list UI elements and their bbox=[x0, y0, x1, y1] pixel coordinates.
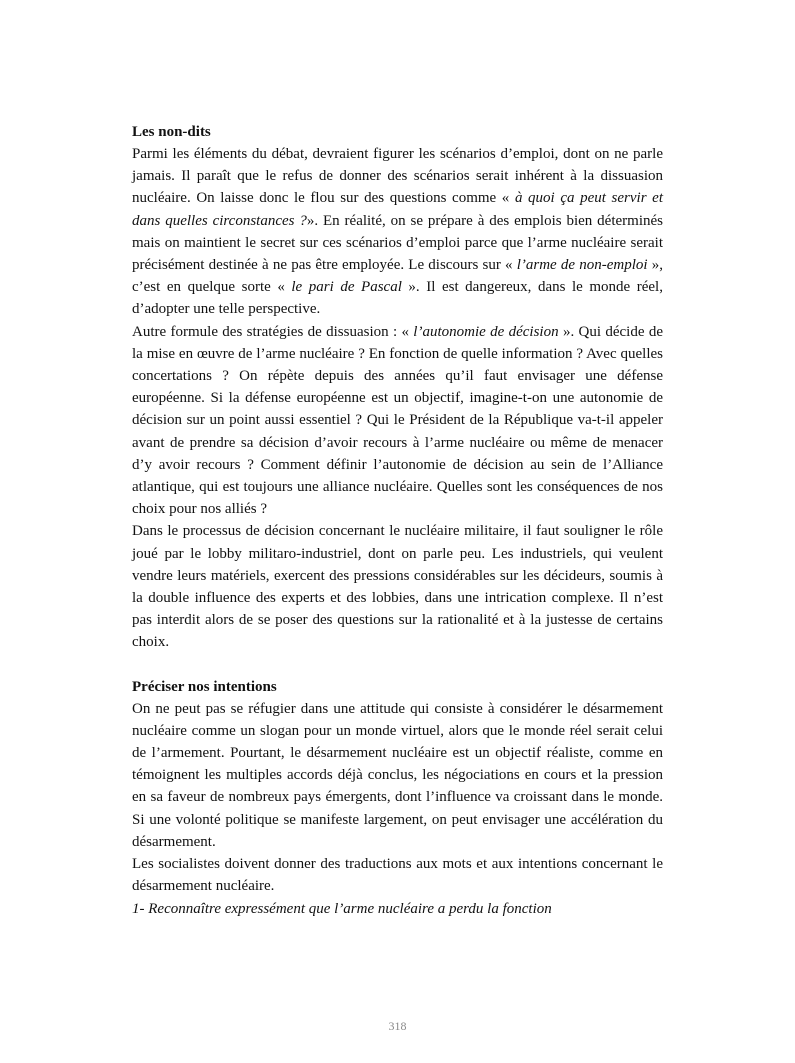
text-run: 1- Reconnaître expressément que l’arme nucléaire a perdu la fonction bbox=[132, 900, 552, 917]
paragraph-scenarios bbox=[132, 143, 663, 321]
section-heading-intentions: Préciser nos intentions bbox=[132, 678, 277, 695]
text-run: On ne peut pas se réfugier dans une attitude qui consiste à considérer le désarmement nucléaire comme un slogan pour un monde virtuel, alors que le monde réel serait celui de l’armement. Pourtant, le désarmement nucléaire est un objectif réaliste, comme en témoignent les multiples accords déjà conclus, les négociations en cours et la pression en sa faveur de nombreux pays émergents, dont l’influence va croissant dans le monde. Si une volonté politique se manifeste largement, on peut envisager une accélération du désarmement. bbox=[132, 700, 663, 850]
paragraph-socialistes bbox=[132, 853, 663, 897]
text-run: ». En réalité, on se prépare à des emplois bien déterminés mais on maintient le secret sur ces scénarios d’emploi parce que l’arme nucléaire serait précisément destinée à ne pas être employée. Le discours sur « bbox=[132, 212, 663, 274]
text-run: Les socialistes doivent donner des traductions aux mots et aux intentions concernant le désarmement nucléaire. bbox=[132, 856, 663, 895]
text-run: Dans le processus de décision concernant le nucléaire militaire, il faut souligner le rôle joué par le lobby militaro-industriel, dont on parle peu. Les industriels, qui veulent vendre leurs matériels, exercent des pressions considérables sur les décideurs, soumis à la double influence des experts et des lobbies, dans une intrication complexe. Il n’est pas interdit alors de se poser des questions sur la rationalité et à la justesse de certains choix. bbox=[132, 523, 663, 651]
paragraph-autonomie bbox=[132, 321, 663, 521]
paragraph-point-1 bbox=[132, 898, 663, 920]
text-run: ». Il est dangereux, dans le monde réel, d’adopter une telle perspective. bbox=[132, 279, 663, 318]
text-run: Parmi les éléments du débat, devraient figurer les scénarios d’emploi, dont on ne parle jamais. Il paraît que le refus de donner des scénarios serait inhérent à la dissuasion nucléaire. On laisse donc le flou sur des questions comme « bbox=[132, 146, 663, 207]
section-heading-non-dits: Les non-dits bbox=[132, 124, 211, 140]
text-run: le pari de Pascal bbox=[291, 279, 402, 296]
text-run: Autre formule des stratégies de dissuasion : « bbox=[132, 323, 414, 340]
text-run: », c’est en quelque sorte « bbox=[132, 257, 664, 296]
paragraph-lobby bbox=[132, 520, 663, 653]
page-content bbox=[132, 121, 663, 920]
paragraph-desarmement bbox=[132, 698, 663, 853]
text-run: l’autonomie de décision bbox=[413, 323, 559, 340]
text-run: l’arme de non-emploi bbox=[516, 257, 648, 274]
section-gap bbox=[132, 654, 663, 676]
text-run: à quoi ça peut servir et dans quelles circonstances ? bbox=[132, 190, 663, 229]
page-number: 318 bbox=[388, 1019, 407, 1033]
text-run: ». Qui décide de la mise en œuvre de l’arme nucléaire ? En fonction de quelle information ? Avec quelles concertations ? On répète depuis des années qu’il faut envisager une défense européenne. Si la défense européenne est un objectif, imagine-t-on une autonomie de décision sur un point aussi essentiel ? Qui le Président de la République va-t-il appeler avant de prendre sa décision d’avoir recours à l’arme nucléaire ou même de menacer d’y avoir recours ? Comment définir l’autonomie de décision au sein de l’Alliance atlantique, qui est toujours une alliance nucléaire. Quelles sont les conséquences de nos choix pour nos alliés ? bbox=[132, 323, 663, 518]
